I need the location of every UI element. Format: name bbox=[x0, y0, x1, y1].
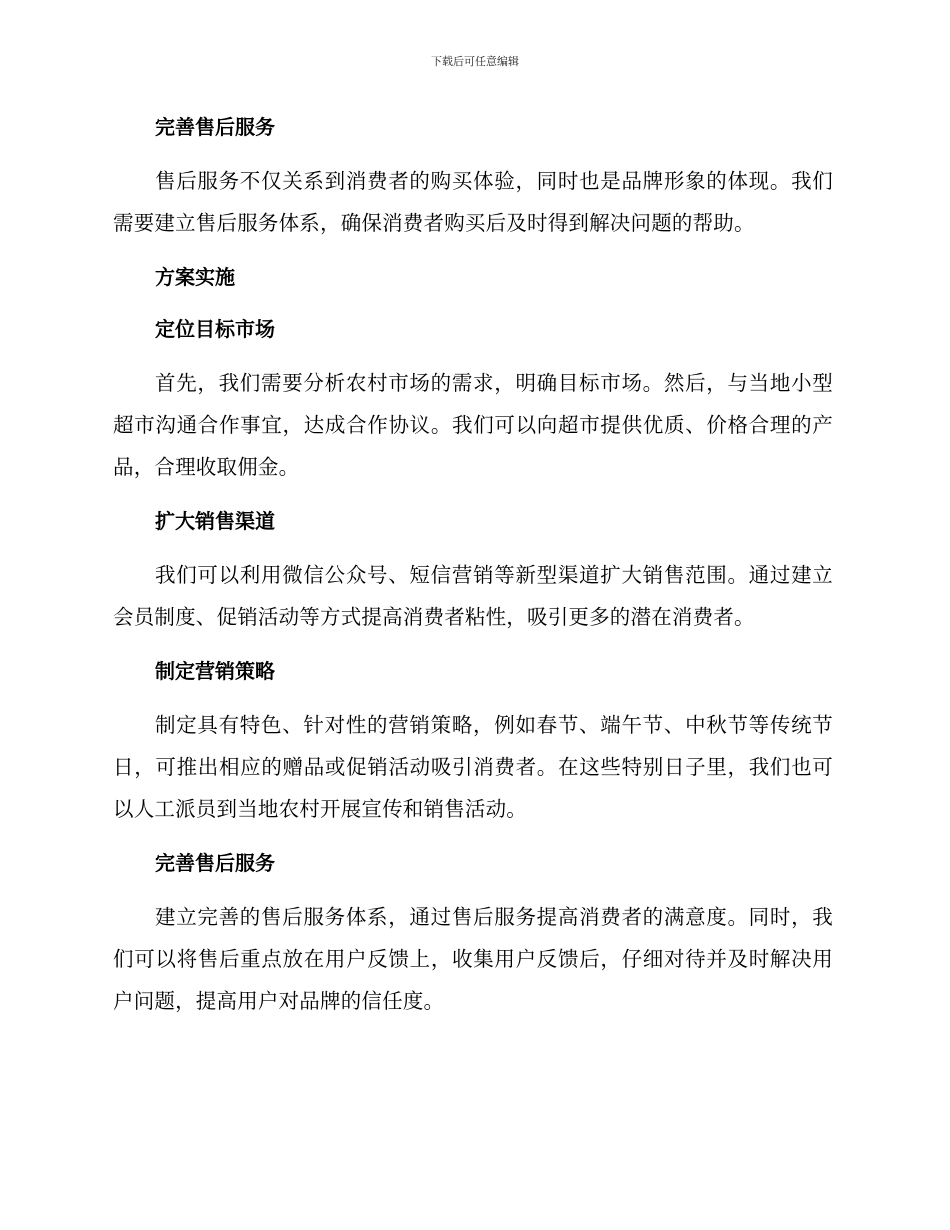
page-header-note: 下载后可任意编辑 bbox=[431, 55, 519, 68]
section-heading-after-sales: 完善售后服务 bbox=[155, 115, 275, 139]
section-heading-after-sales-2: 完善售后服务 bbox=[155, 851, 275, 875]
section-paragraph-after-sales-2: 建立完善的售后服务体系，通过售后服务提高消费者的满意度。同时，我们可以将售后重点放在用户反馈上，收集用户反馈后，仔细对待并及时解决用户问题，提高用户对品牌的信任度。 bbox=[113, 905, 833, 1013]
section-paragraph-after-sales: 售后服务不仅关系到消费者的购买体验，同时也是品牌形象的体现。我们需要建立售后服务体系，确保消费者购买后及时得到解决问题的帮助。 bbox=[113, 169, 833, 235]
section-heading-target-market: 定位目标市场 bbox=[155, 317, 275, 341]
section-paragraph-target-market: 首先，我们需要分析农村市场的需求，明确目标市场。然后，与当地小型超市沟通合作事宜，达成合作协议。我们可以向超市提供优质、价格合理的产品，合理收取佣金。 bbox=[113, 371, 833, 479]
section-paragraph-marketing-strategy: 制定具有特色、针对性的营销策略，例如春节、端午节、中秋节等传统节日，可推出相应的赠品或促销活动吸引消费者。在这些特别日子里，我们也可以人工派员到当地农村开展宣传和销售活动。 bbox=[113, 713, 833, 821]
section-heading-sales-channels: 扩大销售渠道 bbox=[155, 509, 275, 533]
section-heading-marketing-strategy: 制定营销策略 bbox=[155, 659, 275, 683]
section-heading-implementation: 方案实施 bbox=[155, 265, 235, 289]
section-paragraph-sales-channels: 我们可以利用微信公众号、短信营销等新型渠道扩大销售范围。通过建立会员制度、促销活动等方式提高消费者粘性，吸引更多的潜在消费者。 bbox=[113, 563, 833, 629]
document-body bbox=[113, 108, 833, 1022]
